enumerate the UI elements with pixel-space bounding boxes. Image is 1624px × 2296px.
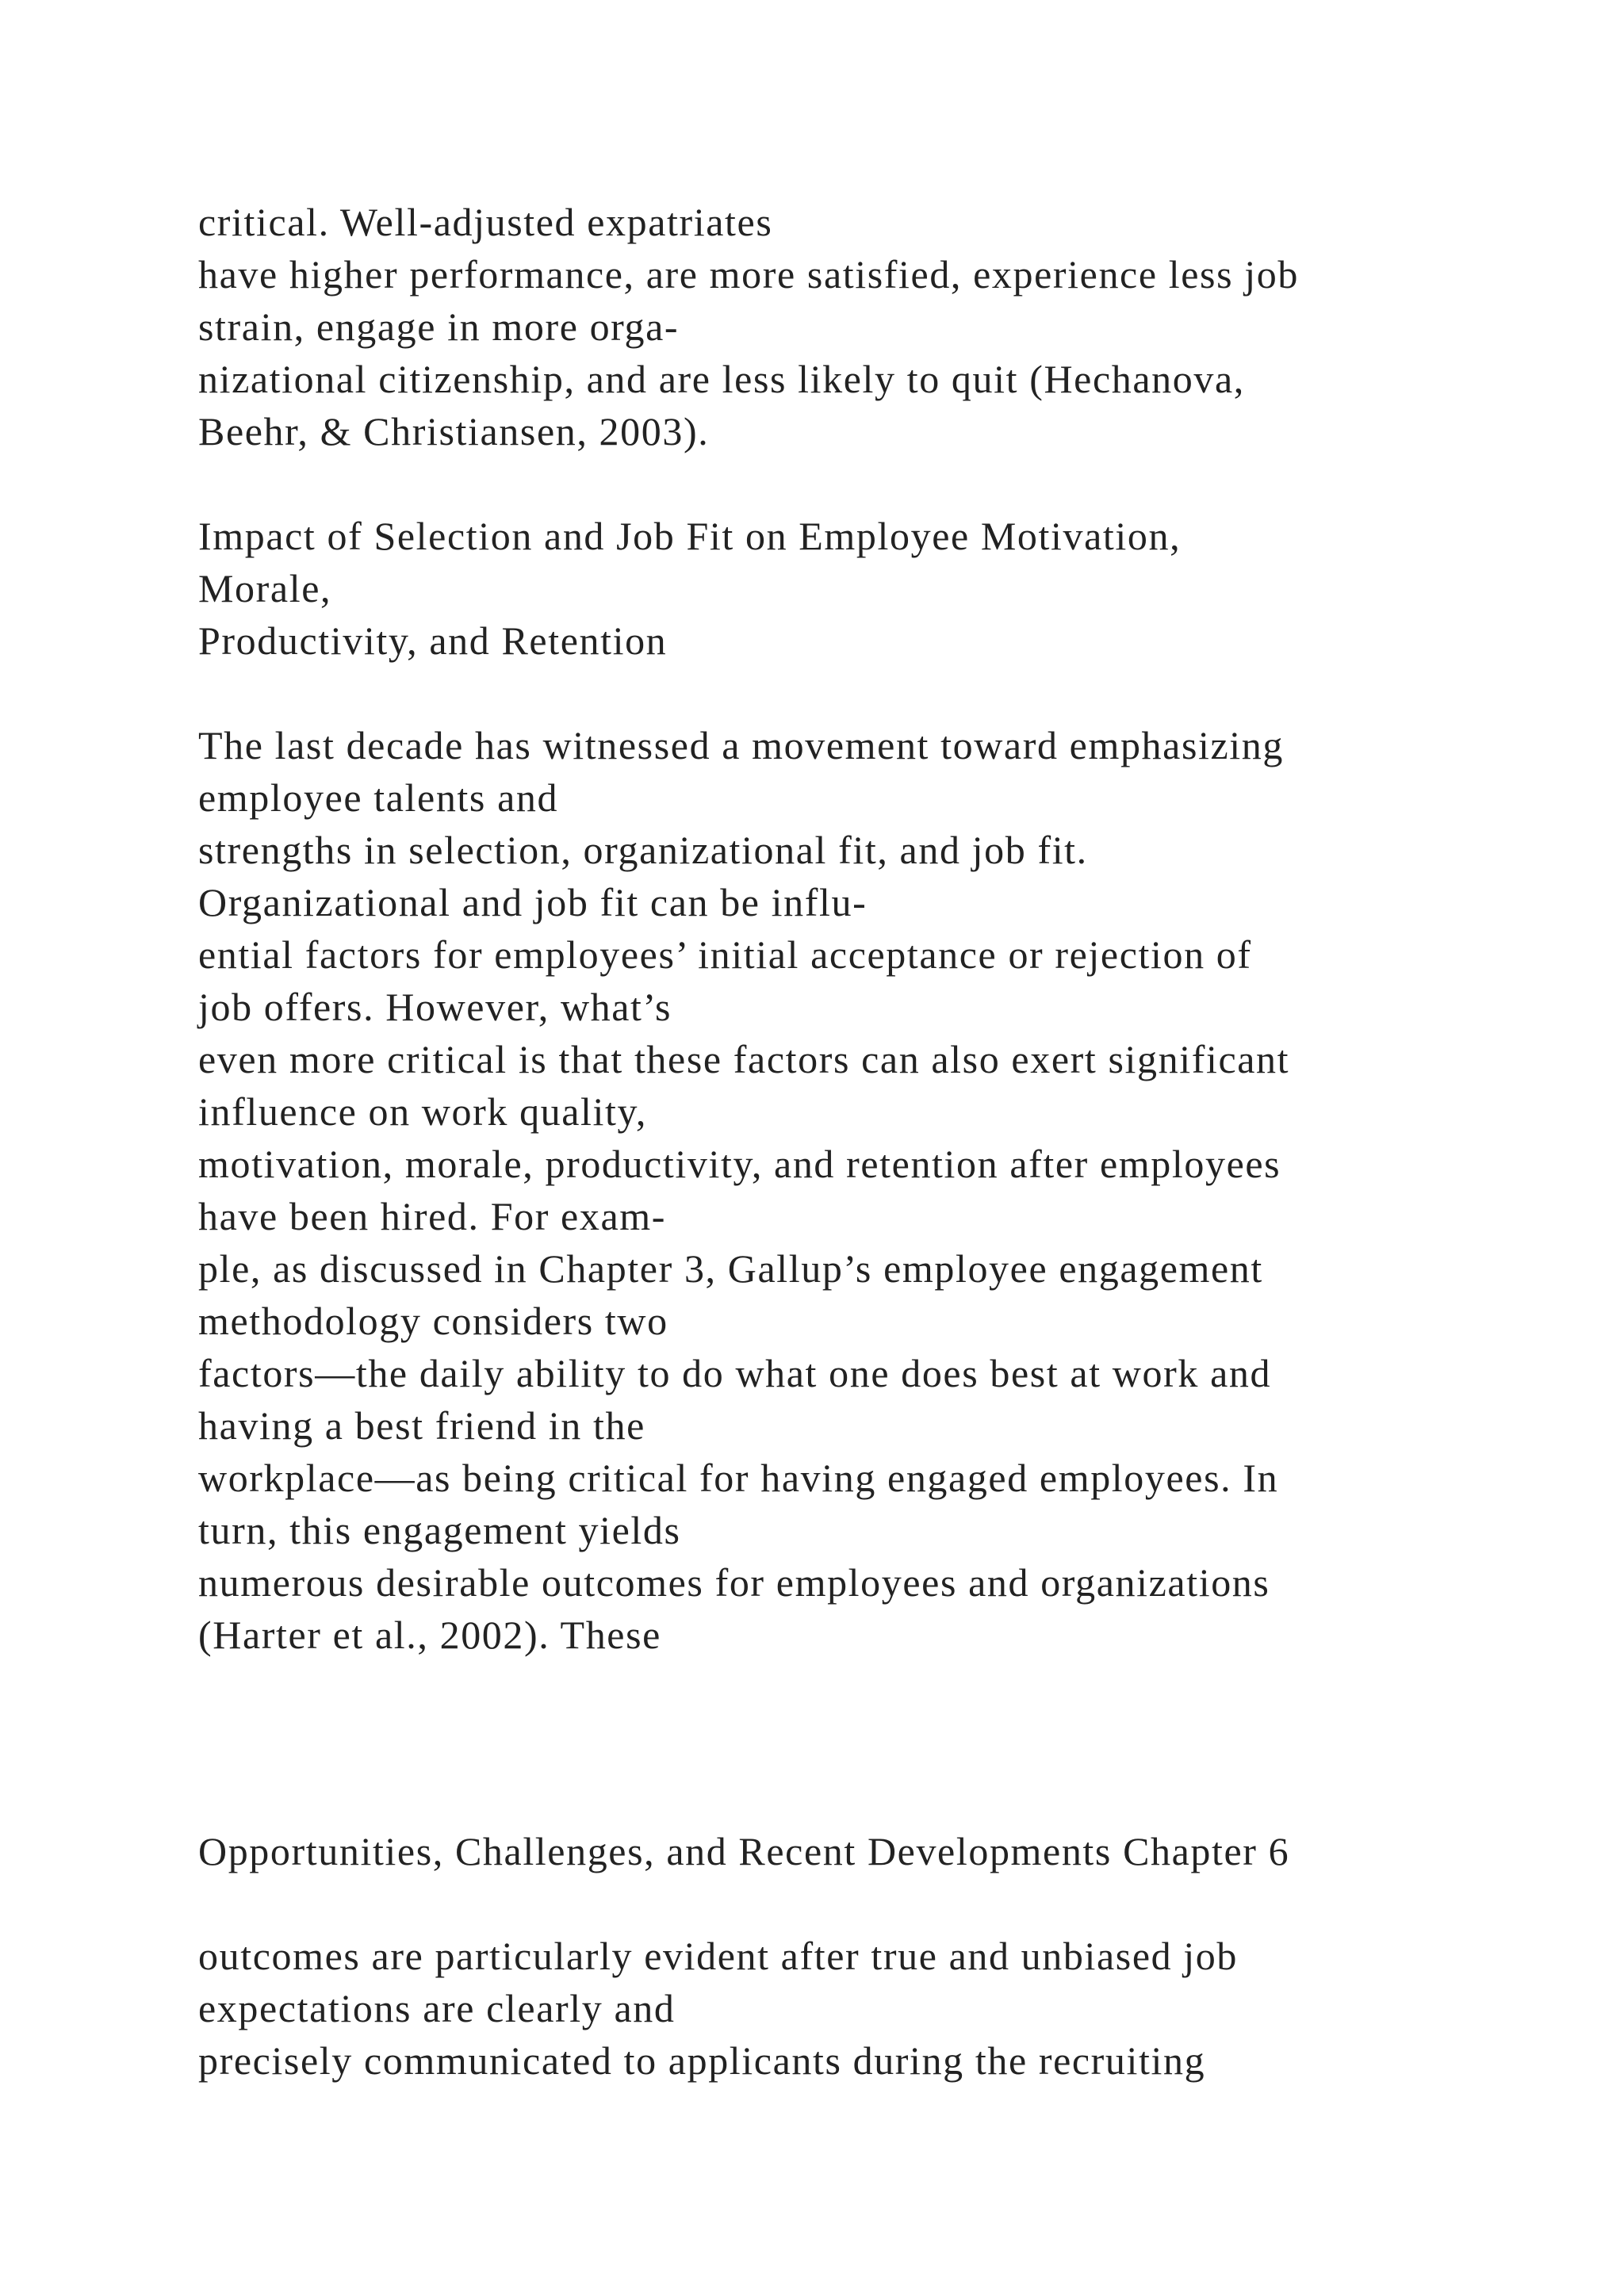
text-line: motivation, morale, productivity, and retention after employees: [198, 1142, 1281, 1186]
text-line: (Harter et al., 2002). These: [198, 1613, 661, 1657]
text-line: outcomes are particularly evident after true and unbiased job: [198, 1934, 1239, 1978]
text-line: influence on work quality,: [198, 1089, 647, 1134]
paragraph-expatriate-adjustment: [198, 196, 1507, 457]
text-line: numerous desirable outcomes for employees and organizations: [198, 1560, 1270, 1605]
text-line: job offers. However, what’s: [198, 985, 672, 1029]
text-line: expectations are clearly and: [198, 1986, 676, 2030]
text-line: critical. Well-adjusted expatriates: [198, 200, 773, 244]
text-line: even more critical is that these factors can also exert significant: [198, 1037, 1290, 1081]
text-line: strain, engage in more orga-: [198, 304, 680, 349]
text-line: having a best friend in the: [198, 1403, 645, 1448]
text-line: methodology considers two: [198, 1299, 668, 1343]
text-line: employee talents and: [198, 775, 559, 820]
heading-line: Productivity, and Retention: [198, 618, 668, 663]
paragraph-outcomes: [198, 1930, 1507, 2087]
text-line: The last decade has witnessed a movement toward emphasizing: [198, 723, 1284, 767]
text-line: precisely communicated to applicants during the recruiting: [198, 2038, 1206, 2083]
text-line: nizational citizenship, and are less likely to quit (Hechanova,: [198, 357, 1245, 401]
heading-line: Morale,: [198, 566, 332, 610]
text-line: Organizational and job fit can be influ-: [198, 880, 868, 924]
paragraph-job-fit: [198, 719, 1507, 1661]
text-line: factors—the daily ability to do what one does best at work and: [198, 1351, 1272, 1395]
text-line: turn, this engagement yields: [198, 1508, 681, 1552]
heading-line: Impact of Selection and Job Fit on Employee Motivation,: [198, 514, 1182, 558]
running-header: [198, 1825, 1507, 1877]
text-line: have higher performance, are more satisfied, experience less job: [198, 252, 1299, 297]
text-line: ential factors for employees’ initial acceptance or rejection of: [198, 932, 1252, 977]
text-line: have been hired. For exam-: [198, 1194, 666, 1238]
text-line: workplace—as being critical for having engaged employees. In: [198, 1456, 1279, 1500]
header-line: Opportunities, Challenges, and Recent Developments Chapter 6: [198, 1829, 1290, 1873]
section-heading: [198, 510, 1507, 667]
text-line: ple, as discussed in Chapter 3, Gallup’s employee engagement: [198, 1246, 1263, 1291]
text-line: strengths in selection, organizational fit, and job fit.: [198, 828, 1088, 872]
text-line: Beehr, & Christiansen, 2003).: [198, 409, 710, 453]
